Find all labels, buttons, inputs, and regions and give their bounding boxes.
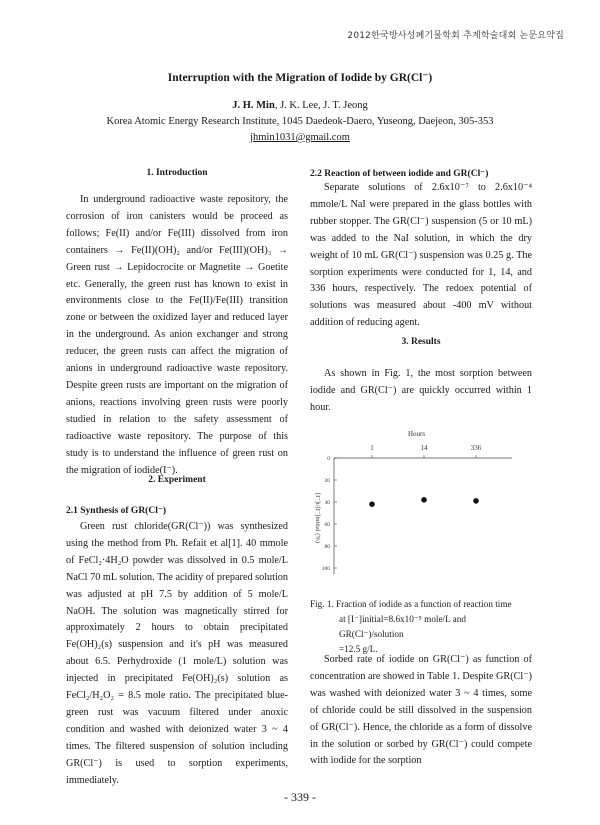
data-point — [473, 498, 479, 504]
intro-heading: 1. Introduction — [146, 168, 208, 178]
y-tick-label: 40 — [324, 500, 330, 506]
data-point — [369, 501, 375, 507]
reaction-paragraph: Separate solutions of 2.6x10⁻⁷ to 2.6x10⁻⁴ mmole/L NaI were prepared in the glass bottles with rubber stopper. The GR(Cl⁻) suspension (5 or 10 mL) was added to the NaI solution, in which the dry weight of 10 mL GR(Cl⁻) suspension was 0.25 g. The sorption experiments were conducted for 1, 14, and 336 hours, respectively. The redoex potential of solutions was measured about -400 mV without addition of reducing agent. — [310, 182, 532, 329]
y-tick-label: 60 — [324, 522, 330, 528]
email-link[interactable]: jhmin1031@gmail.com — [250, 132, 350, 143]
y-tick-label: 100 — [321, 566, 330, 572]
figure-caption — [310, 597, 532, 657]
sorption-chart — [312, 424, 532, 584]
x-tick-label: 1 — [370, 444, 374, 452]
caption-line-3: =12.5 g/L. — [339, 644, 378, 654]
results-paragraph-1: As shown in Fig. 1, the most sorption between iodide and GR(Cl⁻) are quickly occurred within 1 hour. — [310, 368, 532, 413]
results-paragraph-2: Sorbed rate of iodide on GR(Cl⁻) as function of concentration are showed in Table 1. Despite GR(Cl⁻) was washed with deionized water 3 ~ 4 times, some of chloride could be still dissolved in the suspension of GR(Cl⁻). Hence, the chloride as a form of dissolve in the solution or sorbed by GR(Cl⁻) could compete with iodide for the sorption — [310, 654, 532, 767]
data-point — [421, 497, 427, 503]
reaction-heading: 2.2 Reaction of between iodide and GR(Cl⁻) — [310, 169, 489, 179]
author-line — [0, 100, 600, 111]
y-tick-label: 0 — [327, 456, 330, 462]
paper-title: Interruption with the Migration of Iodide by GR(Cl⁻) — [167, 72, 433, 84]
intro-paragraph: In underground radioactive waste repository, the corrosion of iron canisters would be proceed as follows; Fe(II) and/or Fe(III) dissolved from iron containers → Fe(II)(OH)₂ and/or Fe(III)(OH)₃ → Green rust → Lepidocrocite or Magnetite → Goetite etc. Generally, the green rust has known to exist in environments close to the Fe(II)/Fe(III) transition zone or between the oxidized layer and reduced layer in the underground. As anion exchanger and strong reducer, the green rusts can affect the migration of anions in underground radioactive waste repository. Despite green rusts are important on the migration of anions, reactions involving green rusts were poorly studied in relation to the safety assessment of radioactive waste repository. The purpose of this study is to understand the influence of green rust on the migration of iodide(I⁻). — [66, 194, 288, 476]
data-points — [369, 497, 479, 507]
lead-author: J. H. Min — [232, 100, 275, 111]
x-tick-label: 336 — [470, 444, 482, 452]
intro-body — [66, 192, 288, 479]
y-tick-label: 80 — [324, 544, 330, 550]
running-header: 2012한국방사성폐기물학회 추계학술대회 논문요약집 — [347, 31, 564, 41]
y-axis-label: [I⁻]t/[I⁻]initial (%) — [314, 493, 321, 543]
x-axis-label: Hours — [408, 430, 426, 438]
x-tick-label: 14 — [420, 444, 428, 452]
x-tick-labels — [370, 444, 482, 458]
caption-line-2: at [I⁻]initial=8.6x10⁻⁵ mole/L and GR(Cl⁻)/solution — [339, 614, 466, 639]
reaction-body — [310, 180, 532, 332]
co-authors: , J. K. Lee, J. T. Jeong — [274, 100, 368, 111]
y-tick-labels — [322, 456, 337, 572]
synthesis-paragraph: Green rust chloride(GR(Cl⁻)) was synthesized using the method from Ph. Refait et al[1]. 40 mmole of FeCl₂·4H₂O powder was dissolved in 0.5 mole/L NaCl 70 mL solution. The acidity of prepared solution was adjusted at pH 7.5 by addition of 5 mole/L NaOH. The solution was magnetically stirred for approximately 2 hours to obtain precipitated Fe(OH)₂(s) suspension and it's pH was measured about 6.5. Perhydroxide (1 mole/L) solution was injected in precipitated Fe(OH)₂(s) solution as FeCl₂/H₂O₂ = 8.5 mole ratio. The precipitated blue-green rust was vacuum filtered under anoxic condition and washed with deionized water 3 ~ 4 times. The filtered suspension of solution including GR(Cl⁻) is used to sorption experiments, immediately. — [66, 521, 288, 786]
caption-line-1: Fig. 1. Fraction of iodide as a function of reaction time — [310, 599, 512, 609]
results-body-2 — [310, 652, 532, 770]
y-tick-label: 20 — [324, 478, 330, 484]
synthesis-body — [66, 519, 288, 790]
results-body-1 — [310, 366, 532, 417]
affiliation: Korea Atomic Energy Research Institute, 1045 Daedeok-Daero, Yuseong, Daejeon, 305-353 — [106, 116, 494, 127]
experiment-heading: 2. Experiment — [148, 475, 206, 485]
page-number: - 339 - — [284, 790, 316, 804]
results-heading: 3. Results — [401, 337, 441, 347]
synthesis-heading: 2.1 Synthesis of GR(Cl⁻) — [66, 506, 167, 516]
